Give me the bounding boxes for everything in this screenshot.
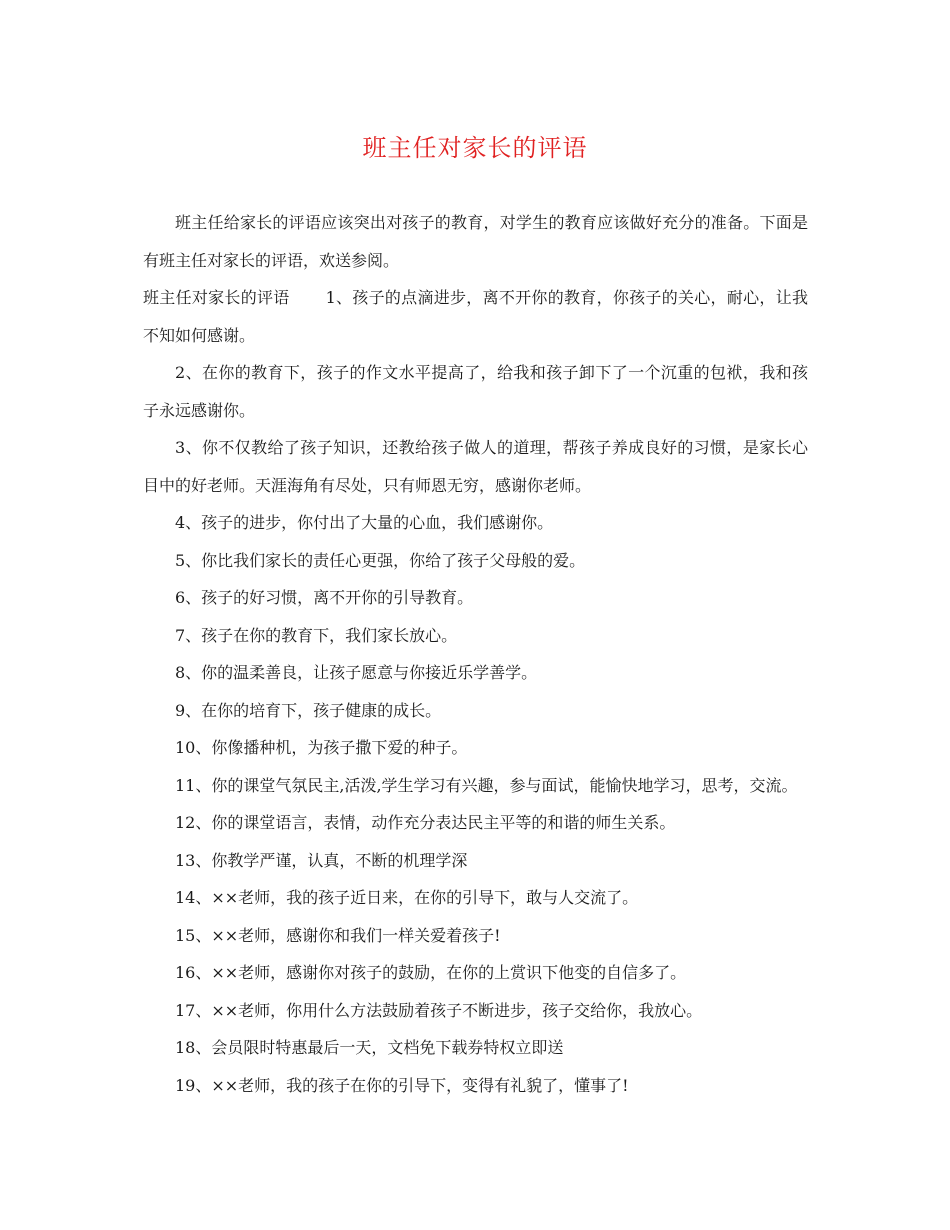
list-item: 16、××老师，感谢你对孩子的鼓励，在你的上赏识下他变的自信多了。 bbox=[175, 963, 687, 982]
document-body bbox=[143, 204, 808, 1104]
list-item: 6、孩子的好习惯，离不开你的引导教育。 bbox=[175, 588, 474, 607]
list-item: 9、在你的培育下，孩子健康的成长。 bbox=[175, 700, 442, 720]
list-item: 13、你教学严谨，认真，不断的机理学深 bbox=[175, 850, 468, 870]
list-item: 19、××老师，我的孩子在你的引导下，变得有礼貌了，懂事了! bbox=[175, 1075, 629, 1095]
list-item: 7、孩子在你的教育下，我们家长放心。 bbox=[175, 625, 458, 645]
list-item: 5、你比我们家长的责任心更强，你给了孩子父母般的爱。 bbox=[175, 550, 586, 570]
list-item: 3、你不仅教给了孩子知识，还教给孩子做人的道理，帮孩子养成良好的习惯，是家长心目中的好老师。天涯海角有尽处，只有师恩无穷，感谢你老师。 bbox=[143, 438, 808, 495]
list-item: 14、××老师，我的孩子近日来，在你的引导下，敢与人交流了。 bbox=[175, 888, 639, 907]
list-item: 10、你像播种机，为孩子撒下爱的种子。 bbox=[175, 738, 468, 757]
list-item: 12、你的课堂语言，表情，动作充分表达民主平等的和谐的师生关系。 bbox=[175, 813, 676, 832]
list-item: 18、会员限时特惠最后一天，文档免下载券特权立即送 bbox=[175, 1038, 564, 1057]
list-item: 15、××老师，感谢你和我们一样关爱着孩子! bbox=[175, 925, 501, 945]
list-item: 8、你的温柔善良，让孩子愿意与你接近乐学善学。 bbox=[175, 663, 538, 682]
list-item: 2、在你的教育下，孩子的作文水平提高了，给我和孩子卸下了一个沉重的包袱，我和孩子永远感谢你。 bbox=[143, 363, 808, 420]
intro-paragraph: 班主任给家长的评语应该突出对孩子的教育，对学生的教育应该做好充分的准备。下面是有班主任对家长的评语，欢送参阅。 bbox=[143, 213, 808, 270]
list-item: 11、你的课堂气氛民主,活泼,学生学习有兴趣，参与面试，能愉快地学习，思考，交流。 bbox=[175, 775, 798, 795]
list-item: 4、孩子的进步，你付出了大量的心血，我们感谢你。 bbox=[175, 513, 554, 532]
page-title: 班主任对家长的评语 bbox=[362, 134, 588, 162]
list-item: 1、孩子的点滴进步，离不开你的教育，你孩子的关心，耐心，让我不知如何感谢。 bbox=[143, 288, 808, 345]
section-label: 班主任对家长的评语 bbox=[143, 288, 290, 307]
section-paragraph bbox=[143, 279, 808, 354]
list-item: 17、××老师，你用什么方法鼓励着孩子不断进步，孩子交给你，我放心。 bbox=[175, 1000, 703, 1020]
